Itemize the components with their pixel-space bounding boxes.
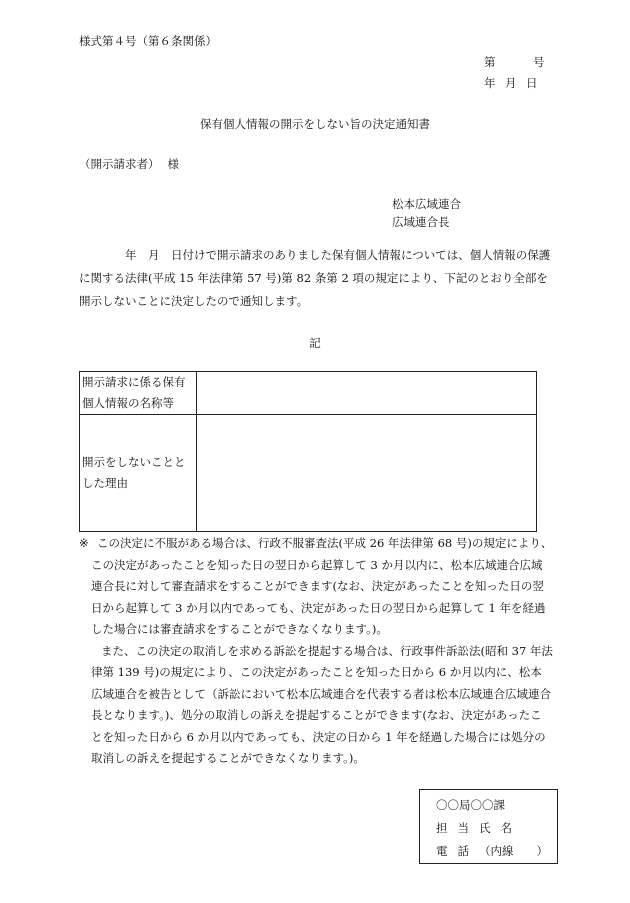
contact-person-label: 担当氏名: [436, 821, 522, 835]
note-appeal: [79, 533, 553, 641]
issuer-organization: 松本広域連合: [392, 197, 461, 211]
reason-label: 開示をしないこととした理由: [80, 415, 197, 532]
document-number-suffix: 号: [533, 55, 545, 69]
document-date-line: [484, 75, 538, 91]
addressee: [79, 156, 179, 172]
notice-body: [79, 244, 551, 313]
issuer-title: 広域連合長: [392, 215, 450, 229]
reason-value[interactable]: [197, 415, 537, 532]
decision-table: [79, 371, 537, 532]
date-day: 日: [526, 76, 538, 90]
notes-section: [79, 533, 553, 770]
note-mark: ※: [79, 536, 89, 550]
contact-phone: [436, 843, 548, 859]
info-name-value[interactable]: [197, 372, 537, 415]
form-number-label: 様式第４号（第６条関係）: [79, 34, 217, 48]
contact-department: 〇〇局〇〇課: [436, 798, 505, 812]
note-lawsuit: また、この決定の取消しを求める訴訟を提起する場合は、行政事件訴訟法(昭和 37 年法律第 139 号)の規定により、この決定があったことを知った日から 6 か月以内に、松本広域連合を被告として（訴訟において松本広域連合を代表する者は松本広域連合広域連合長となります。)、処分の取消しの訴えを提起することができます(なお、決定があったことを知った日から 6 か月以内であっても、決定の日から 1 年を経過した場合には処分の取消しの訴えを提起することができなくなります。)。: [91, 643, 553, 765]
contact-box: [419, 789, 558, 864]
ki-heading: 記: [309, 336, 321, 350]
date-year: 年: [484, 76, 496, 90]
notice-paragraph: 年 月 日付けで開示請求のありました保有個人情報については、個人情報の保護に関する法律(平成 15 年法律第 57 号)第 82 条第 2 項の規定により、下記のとおり全部を開示しないことに決定したので通知します。: [79, 248, 551, 308]
addressee-name: （開示請求者）: [79, 157, 160, 171]
document-number-prefix: 第: [484, 55, 496, 69]
addressee-honorific: 様: [167, 157, 179, 171]
note-appeal-text: この決定に不服がある場合は、行政不服審査法(平成 26 年法律第 68 号)の規定により、この決定があったことを知った日の翌日から起算して 3 か月以内に、松本広域連合広域連合長に対して審査請求をすることができます(なお、決定があったことを知った日の翌日から起算して 3 か月以内であっても、決定があった日の翌日から起算して 1 年を経過した場合には審査請求をすることができなくなります。)。: [91, 536, 553, 636]
table-row: [80, 415, 537, 532]
date-month: 月: [505, 76, 517, 90]
table-row: [80, 372, 537, 415]
contact-extension: （内線 ）: [479, 844, 548, 858]
document-title: 保有個人情報の開示をしない旨の決定通知書: [200, 117, 430, 131]
info-name-label: 開示請求に係る保有個人情報の名称等: [80, 372, 197, 415]
contact-phone-label: 電話: [436, 844, 479, 858]
document-number-line: [484, 54, 545, 70]
